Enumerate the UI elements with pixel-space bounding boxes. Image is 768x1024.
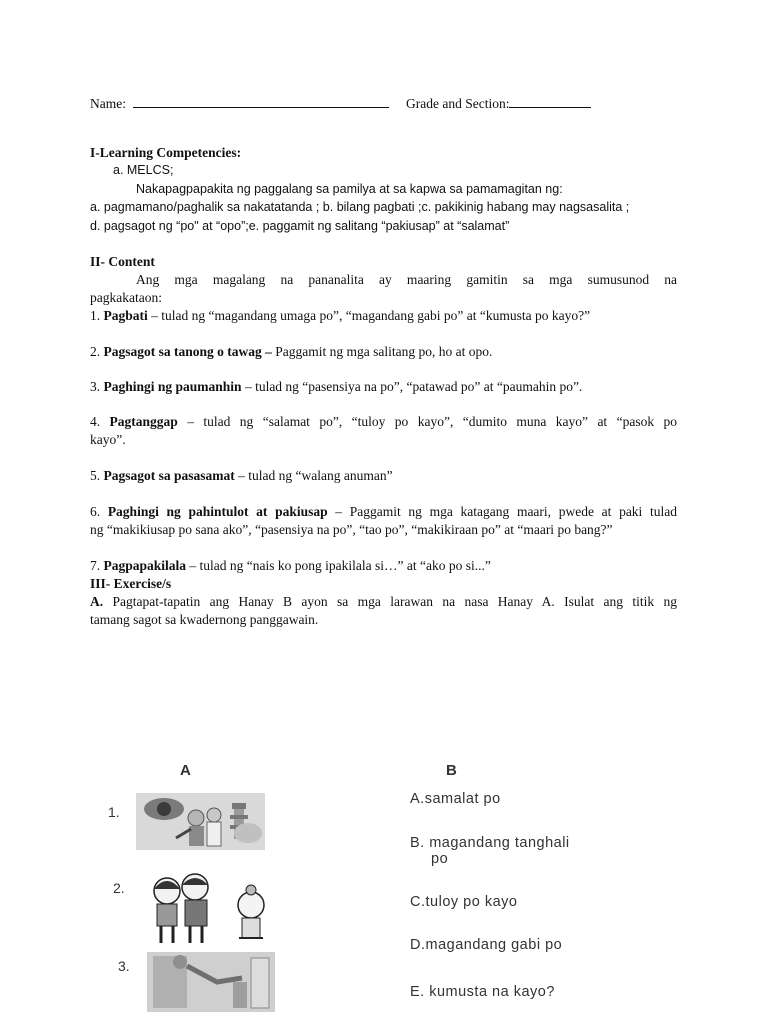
content-item-4-cont: kayo”. (90, 432, 126, 447)
melcs-label: a. MELCS; (113, 163, 174, 177)
item-text: – Paggamit ng mga katagang maari, pwede at paki tulad (327, 504, 677, 519)
grade-blank[interactable] (509, 95, 591, 108)
exercise-instruction-text: Pagtapat-tapatin ang Hanay B ayon sa mga larawan na nasa Hanay A. Isulat ang titik ng (103, 594, 677, 609)
item-number: 5. (90, 468, 104, 483)
section-2-heading: II- Content (90, 254, 155, 269)
item-title: Paghingi ng pahintulot at pakiusap (107, 504, 328, 519)
name-label: Name: (90, 96, 126, 111)
section-1-heading: I-Learning Competencies: (90, 145, 242, 160)
item-text: – tulad ng “magandang umaga po”, “magandang gabi po” at “kumusta po kayo?” (147, 308, 591, 323)
exercise-instruction-cont: tamang sagot sa kwadernong panggawain. (90, 612, 319, 627)
item-title: Pagsagot sa pasasamat (103, 468, 235, 483)
item-title: Pagbati (103, 308, 148, 323)
content-intro-line1: Ang mga magalang na pananalita ay maaring gamitin sa mga sumusunod na (136, 272, 677, 287)
content-item-4 (90, 413, 677, 430)
item-number: 6. (90, 504, 108, 519)
item-number: 7. (90, 558, 104, 573)
grade-label: Grade and Section: (406, 96, 510, 111)
exercise-label: A. (90, 594, 104, 609)
content-item-6-cont: ng “makikiusap po sana ako”, “pasensiya na po”, “tao po”, “makikiraan po” at “maari po bang?” (90, 522, 613, 537)
item-text: Paggamit ng mga salitang po, ho at opo. (271, 344, 493, 359)
picture-number-1: 1. (108, 804, 120, 820)
competency-line-d: d. pagsagot ng “po" at “opo”;e. paggamit ng salitang “pakiusap” at “salamat” (90, 219, 510, 233)
choice-c: C.tuloy po kayo (410, 894, 518, 910)
content-item-3 (90, 378, 582, 395)
item-text: – tulad ng “pasensiya na po”, “patawad po” at “paumahin po”. (241, 379, 583, 394)
picture-number-2: 2. (113, 880, 125, 896)
column-a-header: A (180, 762, 192, 779)
picture-number-3: 3. (118, 958, 130, 974)
name-blank[interactable] (133, 95, 389, 108)
item-number: 4. (90, 414, 110, 429)
content-item-6 (90, 503, 677, 520)
item-title: Pagpapakilala (103, 558, 187, 573)
competency-line-a: a. pagmamano/paghalik sa nakatatanda ; b. bilang pagbati ;c. pakikinig habang may nagsasalita ; (90, 200, 630, 214)
item-number: 2. (90, 344, 104, 359)
item-title: Pagtanggap (109, 414, 178, 429)
choice-d: D.magandang gabi po (410, 937, 563, 953)
item-number: 3. (90, 379, 104, 394)
grade-line (406, 95, 591, 112)
column-b-header: B (446, 762, 458, 779)
item-title: Pagsagot sa tanong o tawag – (103, 344, 272, 359)
content-item-5 (90, 467, 393, 484)
choice-b: B. magandang tanghali (410, 835, 570, 851)
item-title: Paghingi ng paumanhin (103, 379, 242, 394)
content-item-2 (90, 343, 492, 360)
choice-b-cont: po (431, 851, 449, 867)
content-item-7 (90, 557, 491, 574)
picture-1-greeting-image (136, 793, 265, 850)
name-line (90, 95, 389, 112)
picture-3-visitor-image (147, 952, 275, 1012)
item-text: – tulad ng “salamat po”, “tuloy po kayo”, “dumito muna kayo” at “pasok po (177, 414, 678, 429)
item-text: – tulad ng “walang anuman” (234, 468, 393, 483)
choice-e: E. kumusta na kayo? (410, 984, 555, 1000)
choice-a: A.samalat po (410, 791, 501, 807)
content-intro-line2: pagkakataon: (90, 290, 162, 305)
picture-2-children-elder-image (147, 871, 275, 947)
section-3-heading: III- Exercise/s (90, 576, 172, 591)
item-number: 1. (90, 308, 104, 323)
content-item-1 (90, 307, 590, 324)
item-text: – tulad ng “nais ko pong ipakilala si…” at “ako po si...” (186, 558, 491, 573)
exercise-instruction (90, 593, 677, 610)
competency-intro: Nakapagpapakita ng paggalang sa pamilya at sa kapwa sa pamamagitan ng: (136, 182, 563, 196)
